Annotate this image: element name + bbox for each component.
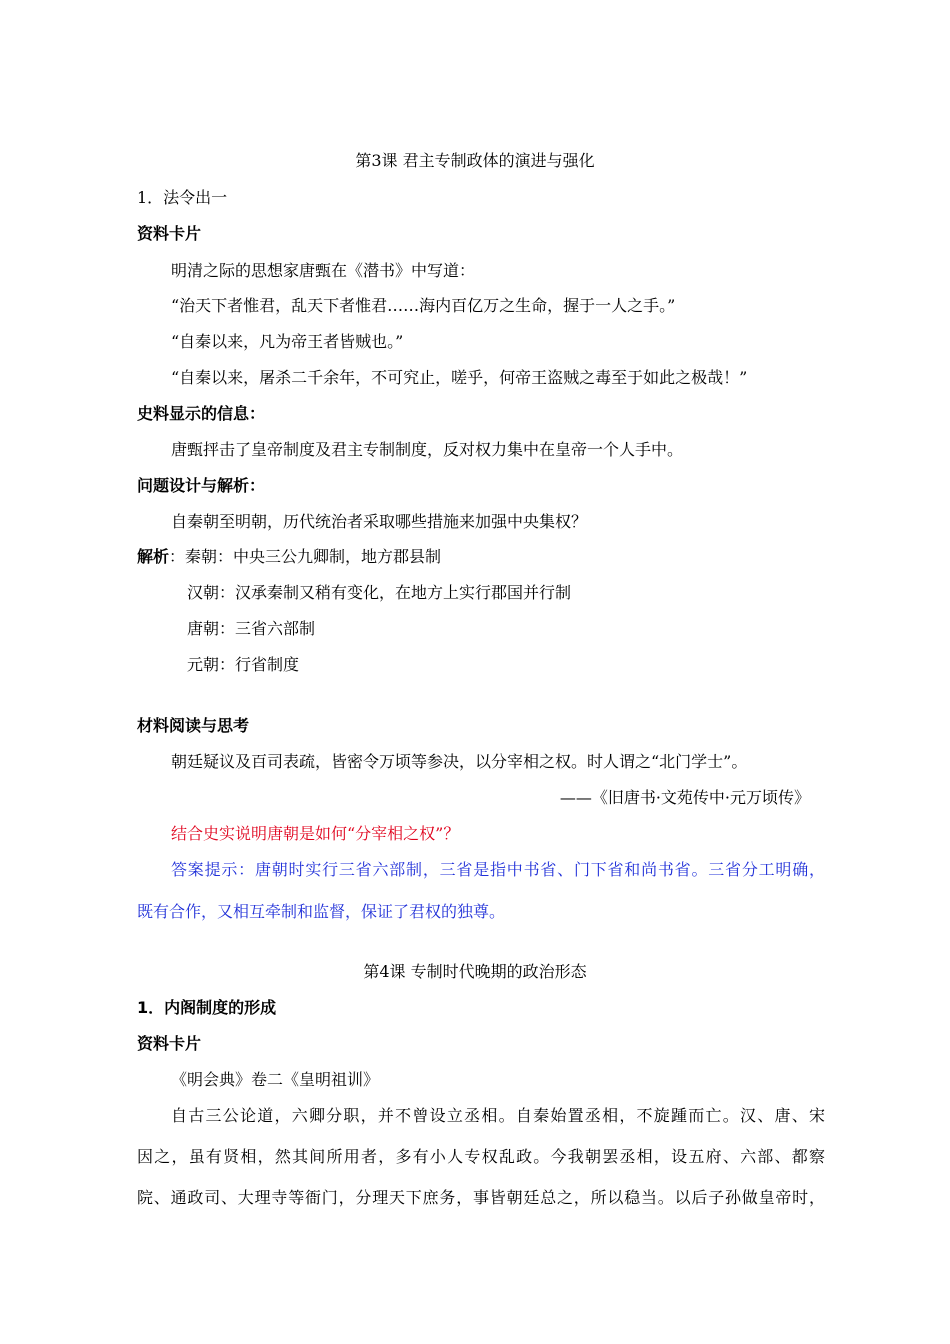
quote-3: “自秦以来，屠杀二千余年，不可究止，嗟乎，何帝王盗贼之毒至于如此之极哉！” — [171, 368, 748, 387]
analysis-item: 唐朝：三省六部制 — [187, 619, 316, 638]
analysis-line-1 — [137, 546, 441, 568]
analysis-item: 元朝：行省制度 — [187, 655, 300, 674]
quote-2: “自秦以来，凡为帝王者皆贼也。” — [171, 332, 404, 351]
section-heading: 1．法令出一 — [137, 188, 228, 207]
source-title: 《明会典》卷二《皇明祖训》 — [171, 1070, 380, 1089]
reading-text: 朝廷疑议及百司表疏，皆密令万顷等参决，以分宰相之权。时人谓之“北门学士”。 — [171, 752, 748, 771]
card-heading: 资料卡片 — [137, 224, 202, 243]
reading-heading: 材料阅读与思考 — [137, 716, 250, 735]
paragraph-line: 院、通政司、大理寺等衙门，分理天下庶务，事皆朝廷总之，所以稳当。以后子孙做皇帝时， — [137, 1188, 825, 1207]
lesson3-title: 第3课 君主专制政体的演进与强化 — [355, 151, 595, 170]
info-heading: 史料显示的信息： — [137, 404, 266, 423]
red-question: 结合史实说明唐朝是如何“分宰相之权”？ — [171, 824, 460, 843]
card-heading: 资料卡片 — [137, 1034, 202, 1053]
info-text: 唐甄抨击了皇帝制度及君主专制制度，反对权力集中在皇帝一个人手中。 — [171, 440, 684, 459]
paragraph-line: 自古三公论道，六卿分职，并不曾设立丞相。自秦始置丞相，不旋踵而亡。汉、唐、宋 — [171, 1106, 825, 1125]
question-heading: 问题设计与解析： — [137, 476, 266, 495]
analysis-item: ：秦朝：中央三公九卿制，地方郡县制 — [169, 547, 442, 566]
section-heading: 1．内阁制度的形成 — [137, 998, 277, 1017]
lesson4-title: 第4课 专制时代晚期的政治形态 — [363, 962, 587, 981]
reading-source: ——《旧唐书·文苑传中·元万顷传》 — [559, 788, 810, 807]
question-text: 自秦朝至明朝，历代统治者采取哪些措施来加强中央集权？ — [171, 512, 588, 531]
card-intro: 明清之际的思想家唐甄在《潜书》中写道： — [171, 261, 476, 280]
analysis-item: 汉朝：汉承秦制又稍有变化，在地方上实行郡国并行制 — [187, 583, 572, 602]
answer-line-1: 答案提示：唐朝时实行三省六部制，三省是指中书省、门下省和尚书省。三省分工明确， — [171, 860, 825, 879]
quote-1: “治天下者惟君，乱天下者惟君……海内百亿万之生命，握于一人之手。” — [171, 296, 676, 315]
answer-line-2: 既有合作，又相互牵制和监督，保证了君权的独尊。 — [137, 902, 506, 921]
paragraph-line: 因之，虽有贤相，然其间所用者，多有小人专权乱政。今我朝罢丞相，设五府、六部、都察 — [137, 1147, 825, 1166]
analysis-label: 解析 — [137, 547, 170, 566]
